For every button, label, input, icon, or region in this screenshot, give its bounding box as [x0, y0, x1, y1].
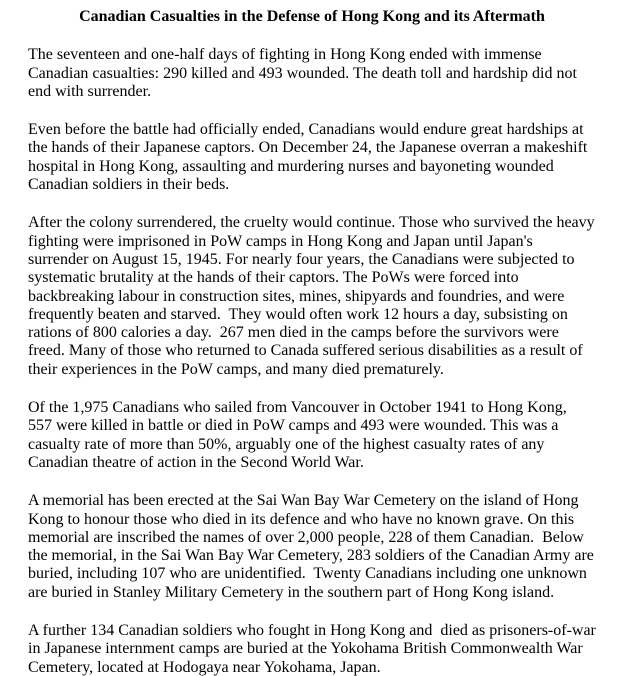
page-title: Canadian Casualties in the Defense of Hong Kong and its Aftermath: [79, 8, 545, 25]
paragraph-casualty-rate: Of the 1,975 Canadians who sailed from Vancouver in October 1941 to Hong Kong, 557 were killed in battle or died in PoW camps and 493 were wounded. This was a casualty rate of more than 50%, arguably one of the highest casualty rates of any Canadian theatre of action in the Second World War.: [28, 399, 575, 471]
paragraph-yokohama-cemetery: A further 134 Canadian soldiers who fought in Hong Kong and died as prisoners-of-war in Japanese internment camps are buried at the Yokohama British Commonwealth War Cemetery, located at Hodogaya near Yokohama, Japan.: [28, 622, 600, 676]
paragraph-pow-camps: After the colony surrendered, the cruelty would continue. Those who survived the heavy fighting were imprisoned in PoW camps in Hong Kong and Japan until Japan's surrender on August 15, 1945. For nearly four years, the Canadians were subjected to systematic brutality at the hands of their captors. The PoWs were forced into backbreaking labour in construction sites, mines, shipyards and foundries, and were frequently beaten and starved. They would often work 12 hours a day, subsisting on rations of 800 calories a day. 267 men died in the camps before the survivors were freed. Many of those who returned to Canada suffered serious disabilities as a result of their experiences in the PoW camps, and many died prematurely.: [28, 214, 599, 378]
paragraph-casualty-summary: The seventeen and one-half days of fighting in Hong Kong ended with immense Canadian casualties: 290 killed and 493 wounded. The death toll and hardship did not end with surrender.: [28, 46, 581, 100]
document-body: [28, 46, 600, 676]
paragraph-sai-wan-memorial: A memorial has been erected at the Sai Wan Bay War Cemetery on the island of Hong Kong to honour those who died in its defence and who have no known grave. On this memorial are inscribed the names of over 2,000 people, 228 of them Canadian. Below the memorial, in the Sai Wan Bay War Cemetery, 283 soldiers of the Canadian Army are buried, including 107 who are unidentified. Twenty Canadians including one unknown are buried in Stanley Military Cemetery in the southern part of Hong Kong island.: [28, 492, 598, 601]
paragraph-hospital-atrocity: Even before the battle had officially ended, Canadians would endure great hardships at the hands of their Japanese captors. On December 24, the Japanese overran a makeshift hospital in Hong Kong, assaulting and murdering nurses and bayoneting wounded Canadian soldiers in their beds.: [28, 121, 592, 194]
